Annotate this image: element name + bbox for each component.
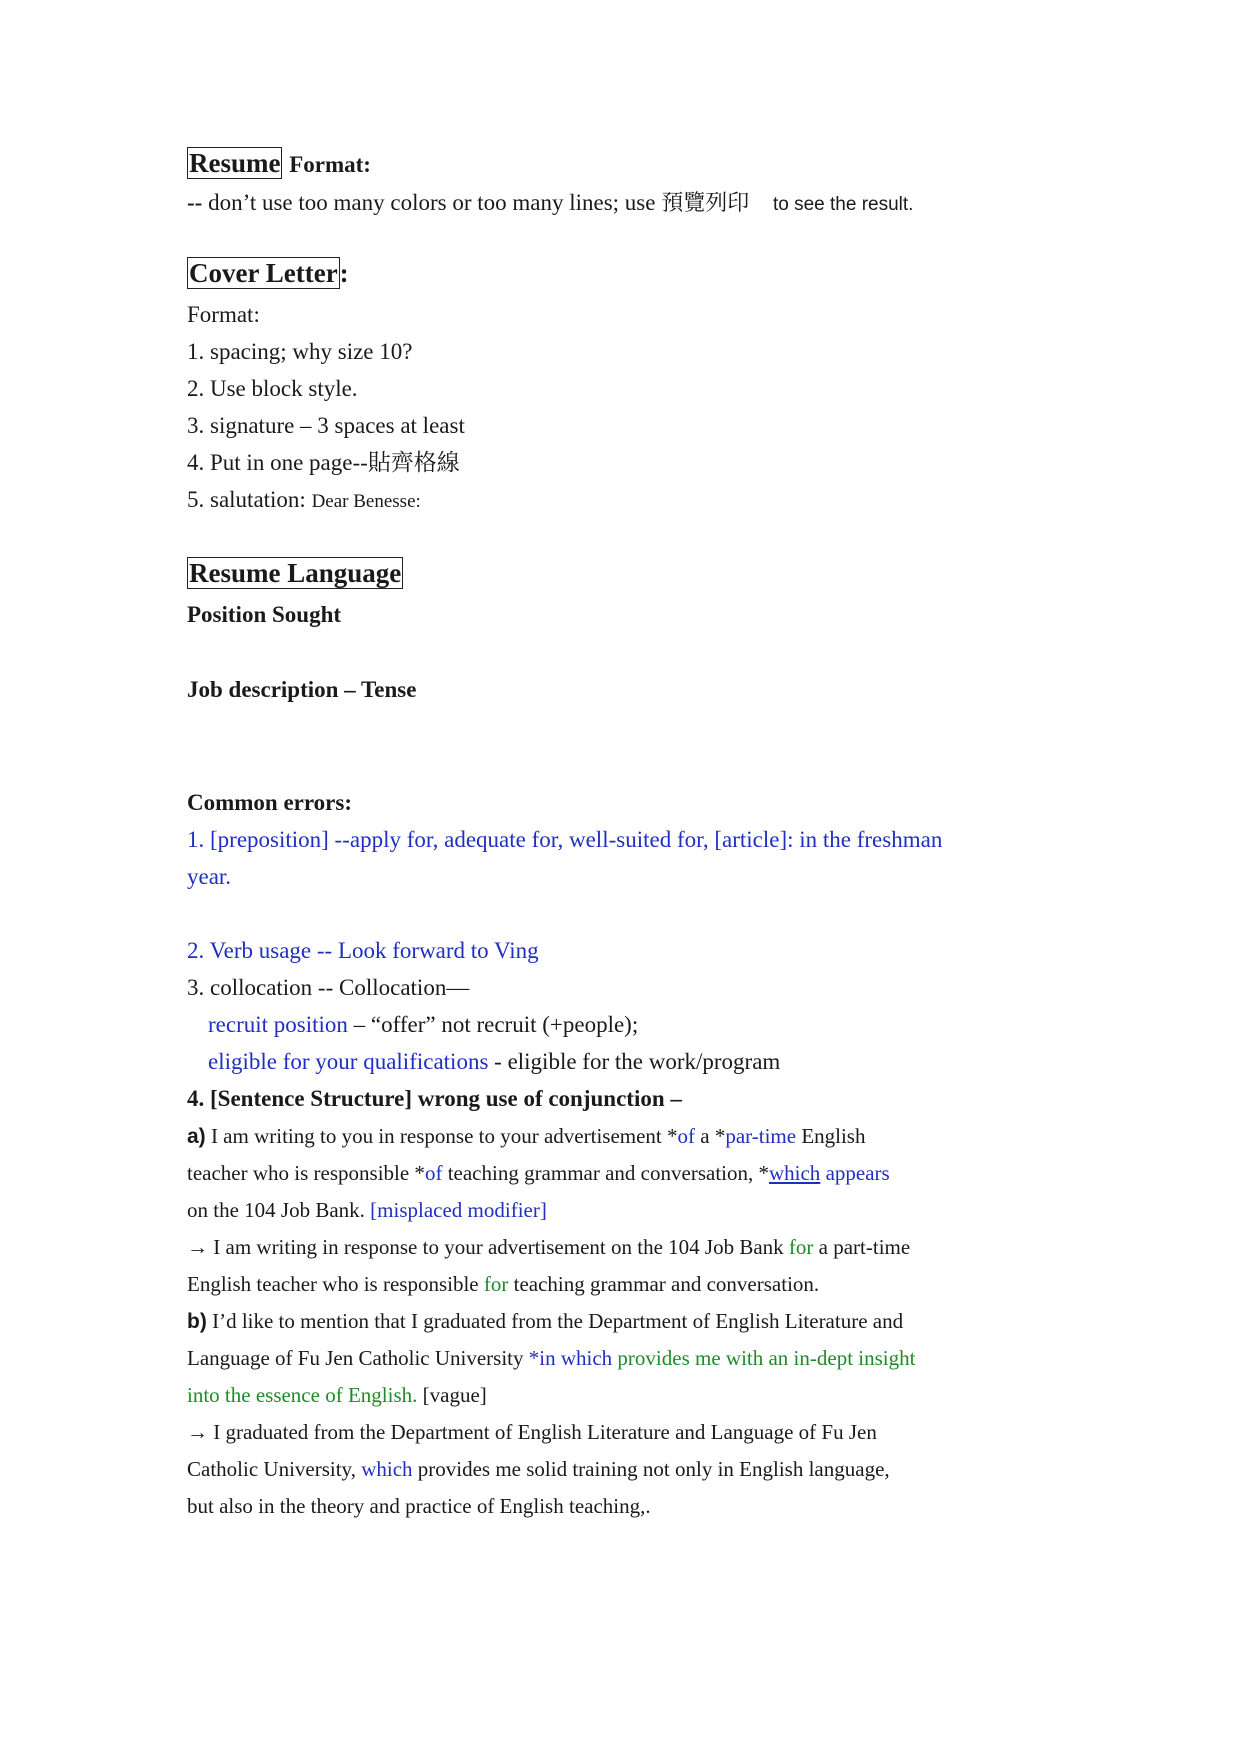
error-3a-blue: recruit position — [208, 1012, 348, 1037]
example-b-line-2 — [187, 1343, 915, 1373]
cover-letter-boxed: Cover Letter — [189, 258, 338, 288]
resume-language-heading — [187, 558, 403, 588]
example-b-label: b) — [187, 1310, 207, 1333]
example-b-l3-tag: [vague] — [417, 1383, 487, 1407]
example-a-l3-text: on the 104 Job Bank. — [187, 1198, 371, 1222]
example-a-fix-l1-for: for — [788, 1235, 814, 1259]
resume-format-heading — [187, 148, 371, 180]
example-a-line-2 — [187, 1158, 890, 1188]
tip-text: don’t use too many colors or too many lines; use — [202, 190, 662, 215]
item5-salutation: Dear Benesse: — [311, 491, 421, 512]
example-a-fix-l1-text2: a part-time — [813, 1235, 911, 1259]
example-b-fix-line-1: → I graduated from the Department of English Literature and Language of Fu Jen — [187, 1420, 877, 1444]
example-b-l2-in-which: *in which — [528, 1346, 613, 1370]
example-a-l1-text: I am writing to you in response to your advertisement * — [205, 1124, 678, 1148]
tip-prefix: -- — [187, 190, 203, 215]
example-a-l2-text2: teaching grammar and conversation, * — [442, 1161, 769, 1185]
job-description: Job description – Tense — [187, 677, 417, 702]
cover-letter-heading — [187, 258, 349, 288]
example-a-l2-which: which — [768, 1161, 821, 1185]
example-a-fix-l2-for: for — [483, 1272, 509, 1296]
example-a-l1-text3: English — [796, 1124, 866, 1148]
example-a-label: a) — [187, 1125, 206, 1148]
example-a-l1-text2: a * — [695, 1124, 726, 1148]
example-a-l1-part: par-time — [725, 1124, 797, 1148]
example-a-l1-of: of — [677, 1124, 696, 1148]
example-b-line-1 — [187, 1306, 903, 1337]
error-3b-rest: - eligible for the work/program — [488, 1049, 781, 1074]
item5-prefix: 5. salutation: — [187, 487, 312, 512]
example-a-l2-appears: appears — [820, 1161, 890, 1185]
error-1-line-1: 1. [preposition] --apply for, adequate for, well-suited for, [article]: in the freshman — [187, 827, 943, 852]
error-3a — [208, 1010, 638, 1040]
tip-cjk: 預覽列印 — [661, 191, 750, 216]
example-a-fix-line-2 — [187, 1269, 819, 1299]
example-b-line-3 — [187, 1380, 487, 1410]
example-b-l2-green: provides me with an in-dept insight — [612, 1346, 916, 1370]
common-errors-heading: Common errors: — [187, 790, 352, 815]
example-a-line-3 — [187, 1195, 547, 1225]
error-3a-rest: – “offer” not recruit (+people); — [347, 1012, 639, 1037]
example-b-l1-text: I’d like to mention that I graduated from the Department of English Literature and — [206, 1309, 904, 1333]
example-a-l2-text: teacher who is responsible * — [187, 1161, 425, 1185]
error-4-heading: 4. [Sentence Structure] wrong use of conjunction – — [187, 1086, 682, 1111]
example-a-l2-of: of — [424, 1161, 443, 1185]
example-b-fix-l2-which: which — [361, 1457, 413, 1481]
error-3: 3. collocation -- Collocation— — [187, 975, 470, 1000]
resume-heading-boxed: Resume — [189, 148, 281, 178]
example-a-fix-l2-text: English teacher who is responsible — [187, 1272, 484, 1296]
cover-letter-colon: : — [339, 258, 349, 288]
error-2: 2. Verb usage -- Look forward to Ving — [187, 938, 539, 963]
example-a-fix-l1-text: → I am writing in response to your advertisement on the 104 Job Bank — [187, 1235, 789, 1259]
cover-letter-item-3: 3. signature – 3 spaces at least — [187, 413, 465, 438]
example-a-line-1 — [187, 1121, 865, 1152]
example-b-fix-l2-text: Catholic University, — [187, 1457, 362, 1481]
example-b-fix-line-2 — [187, 1454, 890, 1484]
error-3b-blue: eligible for your qualifications — [208, 1049, 489, 1074]
example-b-fix-l2-text2: provides me solid training not only in English language, — [412, 1457, 890, 1481]
example-b-l3-green: into the essence of English. — [187, 1383, 418, 1407]
position-sought: Position Sought — [187, 602, 342, 627]
cover-letter-item-5 — [187, 485, 421, 517]
error-3b — [208, 1047, 780, 1077]
resume-language-boxed: Resume Language — [189, 558, 402, 588]
example-a-fix-l2-text2: teaching grammar and conversation. — [508, 1272, 820, 1296]
cover-letter-item-4: 4. Put in one page--貼齊格線 — [187, 450, 460, 475]
tip-suffix: to see the result. — [772, 194, 914, 215]
resume-heading-rest: Format: — [289, 152, 371, 177]
error-1-line-2: year. — [187, 864, 232, 889]
cover-letter-item-2: 2. Use block style. — [187, 376, 358, 401]
example-b-fix-line-3: but also in the theory and practice of English teaching,. — [187, 1494, 651, 1518]
resume-format-tip — [187, 188, 913, 220]
example-b-l2-text: Language of Fu Jen Catholic University — [187, 1346, 529, 1370]
example-a-l3-tag: [misplaced modifier] — [370, 1198, 547, 1222]
example-a-fix-line-1 — [187, 1232, 910, 1262]
cover-letter-item-1: 1. spacing; why size 10? — [187, 339, 413, 364]
cover-letter-format-label: Format: — [187, 302, 260, 327]
